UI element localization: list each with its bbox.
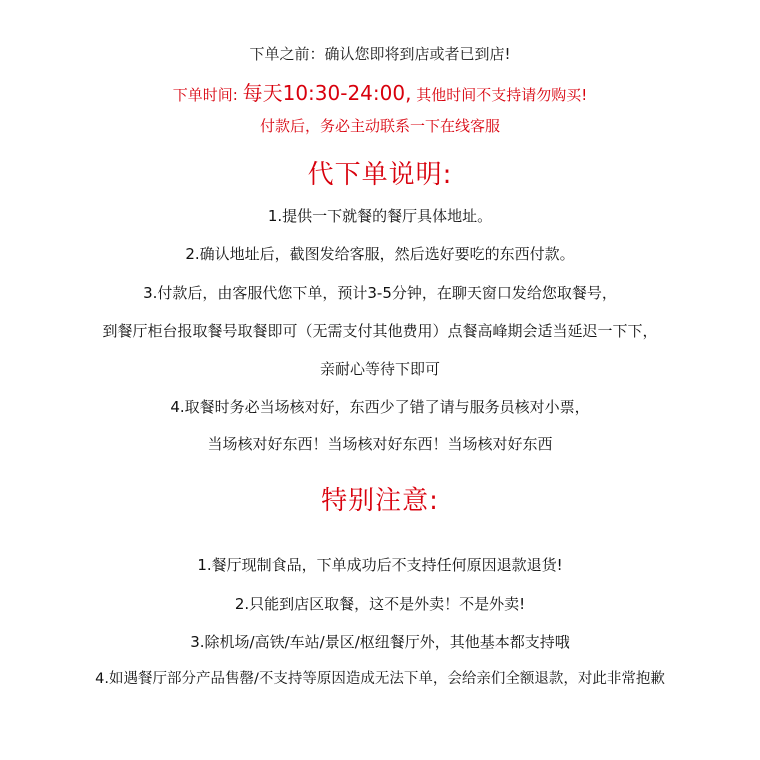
contact-service-note: 付款后，务必主动联系一下在线客服	[259, 117, 500, 135]
special-notice-heading: 特别注意:	[321, 486, 439, 516]
proxy-order-step: 2.确认地址后，截图发给客服，然后选好要吃的东西付款。	[185, 245, 575, 263]
order-hours-label: 下单时间:	[172, 86, 238, 104]
proxy-order-step: 到餐厅柜台报取餐号取餐即可（无需支付其他费用）点餐高峰期会适当延迟一下下，	[102, 322, 658, 340]
proxy-order-step: 亲耐心等待下即可	[319, 360, 440, 378]
special-notice-item: 2.只能到店区取餐，这不是外卖！不是外卖!	[234, 595, 526, 613]
special-notice-item: 1.餐厅现制食品，下单成功后不支持任何原因退款退货!	[197, 556, 563, 574]
proxy-order-step: 当场核对好东西！当场核对好东西！当场核对好东西	[207, 435, 553, 453]
proxy-order-step: 4.取餐时务必当场核对好，东西少了错了请与服务员核对小票，	[170, 398, 590, 416]
proxy-order-step: 1.提供一下就餐的餐厅具体地址。	[267, 207, 493, 225]
order-hours-value: 每天10:30-24:00,	[242, 81, 412, 105]
order-hours-note: 其他时间不支持请勿购买!	[416, 86, 588, 104]
special-notice-item: 3.除机场/高铁/车站/景区/枢纽餐厅外，其他基本都支持哦	[190, 633, 570, 651]
proxy-order-heading: 代下单说明:	[307, 160, 453, 190]
order-precondition-text: 下单之前：确认您即将到店或者已到店!	[249, 45, 511, 63]
proxy-order-step: 3.付款后，由客服代您下单，预计3-5分钟，在聊天窗口发给您取餐号，	[143, 284, 617, 302]
special-notice-item: 4.如遇餐厅部分产品售罄/不支持等原因造成无法下单，会给亲们全额退款，对此非常抱歉	[95, 671, 665, 687]
order-hours-line	[0, 80, 760, 108]
